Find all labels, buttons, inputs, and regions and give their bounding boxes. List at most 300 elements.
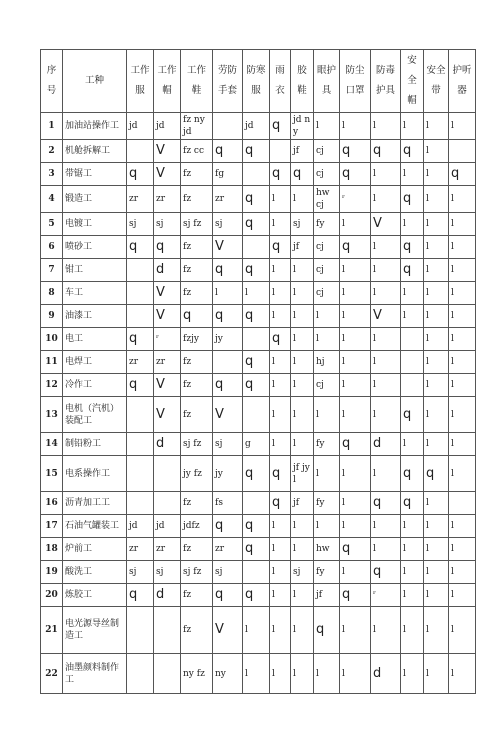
ppe-cell: V <box>371 305 401 328</box>
ppe-cell <box>449 492 476 515</box>
ppe-cell: q <box>243 584 270 607</box>
ppe-cell <box>401 328 424 351</box>
table-row <box>41 538 476 561</box>
ppe-cell: l <box>371 351 401 374</box>
ppe-cell: l <box>371 397 401 433</box>
ppe-cell: q <box>340 140 371 163</box>
ppe-cell: sj <box>213 433 243 456</box>
table-row <box>41 351 476 374</box>
ppe-cell: l <box>449 351 476 374</box>
ppe-cell: l <box>340 654 371 694</box>
ppe-cell: q <box>401 456 424 492</box>
ppe-cell: l <box>449 397 476 433</box>
ppe-cell: jy <box>213 456 243 492</box>
ppe-cell: q <box>270 113 291 140</box>
ppe-cell: l <box>401 282 424 305</box>
column-header: 护听器 <box>449 50 476 113</box>
ppe-table-container <box>40 49 476 694</box>
ppe-cell: q <box>424 456 449 492</box>
ppe-cell: l <box>401 561 424 584</box>
job-name: 电机（汽机）装配工 <box>63 397 127 433</box>
ppe-cell: fy <box>314 561 340 584</box>
ppe-cell: l <box>449 654 476 694</box>
ppe-cell <box>127 607 154 654</box>
table-row <box>41 328 476 351</box>
ppe-cell: l <box>291 433 314 456</box>
ppe-cell: sj fz <box>181 561 213 584</box>
ppe-cell: V <box>154 397 181 433</box>
ppe-cell <box>154 654 181 694</box>
row-number: 2 <box>41 140 63 163</box>
ppe-cell: l <box>213 282 243 305</box>
ppe-cell: l <box>401 515 424 538</box>
ppe-cell: l <box>371 259 401 282</box>
ppe-cell: q <box>270 328 291 351</box>
ppe-cell: q <box>127 374 154 397</box>
table-row <box>41 607 476 654</box>
ppe-cell <box>449 140 476 163</box>
ppe-cell: l <box>371 538 401 561</box>
table-row <box>41 515 476 538</box>
ppe-cell: zr <box>154 351 181 374</box>
ppe-cell: l <box>371 328 401 351</box>
ppe-cell: l <box>449 433 476 456</box>
ppe-cell <box>127 492 154 515</box>
ppe-cell: l <box>340 282 371 305</box>
table-body <box>41 113 476 694</box>
ppe-cell: sj fz <box>181 433 213 456</box>
ppe-cell: q <box>243 351 270 374</box>
ppe-cell: l <box>449 186 476 213</box>
ppe-cell: jd <box>154 515 181 538</box>
ppe-cell <box>127 654 154 694</box>
job-name: 油墨颜料制作工 <box>63 654 127 694</box>
ppe-cell: q <box>314 607 340 654</box>
ppe-cell: l <box>270 433 291 456</box>
ppe-cell: l <box>270 397 291 433</box>
ppe-cell: l <box>401 305 424 328</box>
row-number: 8 <box>41 282 63 305</box>
job-name: 炉前工 <box>63 538 127 561</box>
ppe-cell: sj <box>127 213 154 236</box>
job-name: 制铅粉工 <box>63 433 127 456</box>
ppe-cell: cj <box>314 374 340 397</box>
ppe-cell: l <box>449 561 476 584</box>
ppe-cell: jf <box>291 236 314 259</box>
ppe-cell: sj fz <box>181 213 213 236</box>
column-header: 胶鞋 <box>291 50 314 113</box>
ppe-cell: l <box>291 374 314 397</box>
ppe-cell: sj <box>213 213 243 236</box>
table-row <box>41 259 476 282</box>
ppe-cell: l <box>449 374 476 397</box>
ppe-cell: q <box>127 163 154 186</box>
ppe-cell: d <box>371 433 401 456</box>
ppe-cell: q <box>270 492 291 515</box>
row-number: 14 <box>41 433 63 456</box>
ppe-cell <box>127 305 154 328</box>
job-name: 机舱拆解工 <box>63 140 127 163</box>
ppe-cell: fz <box>181 584 213 607</box>
ppe-cell: q <box>154 236 181 259</box>
ppe-cell: l <box>291 328 314 351</box>
ppe-cell <box>154 607 181 654</box>
ppe-cell: zr <box>127 538 154 561</box>
ppe-cell: l <box>270 305 291 328</box>
ppe-cell <box>213 113 243 140</box>
ppe-cell: zr <box>127 186 154 213</box>
ppe-cell: l <box>424 213 449 236</box>
ppe-cell <box>154 492 181 515</box>
ppe-cell: q <box>340 433 371 456</box>
ppe-cell: fz <box>181 492 213 515</box>
ppe-cell: q <box>401 186 424 213</box>
ppe-cell: cj <box>314 140 340 163</box>
ppe-cell: fz ny jd <box>181 113 213 140</box>
ppe-cell: l <box>449 515 476 538</box>
ppe-cell: V <box>213 607 243 654</box>
ppe-cell <box>270 140 291 163</box>
ppe-cell: l <box>449 607 476 654</box>
ppe-cell: l <box>401 654 424 694</box>
ppe-cell: l <box>424 163 449 186</box>
ppe-cell: l <box>291 538 314 561</box>
ppe-cell: zr <box>213 186 243 213</box>
ppe-cell: l <box>270 538 291 561</box>
column-header: 安全帽 <box>401 50 424 113</box>
ppe-cell: l <box>449 259 476 282</box>
ppe-cell: fy <box>314 213 340 236</box>
ppe-cell: q <box>243 305 270 328</box>
ppe-cell <box>127 282 154 305</box>
ppe-cell: l <box>424 236 449 259</box>
ppe-cell: l <box>314 654 340 694</box>
ppe-cell: sj <box>291 213 314 236</box>
ppe-cell: l <box>340 305 371 328</box>
ppe-cell: l <box>371 515 401 538</box>
ppe-cell: l <box>424 282 449 305</box>
row-number: 5 <box>41 213 63 236</box>
ppe-cell: l <box>401 433 424 456</box>
ppe-cell: sj <box>127 561 154 584</box>
ppe-cell: q <box>401 236 424 259</box>
row-number: 16 <box>41 492 63 515</box>
ppe-cell: fz <box>181 351 213 374</box>
ppe-cell: l <box>449 282 476 305</box>
ppe-cell: fz <box>181 186 213 213</box>
ppe-cell: l <box>340 259 371 282</box>
ppe-cell: cj <box>314 282 340 305</box>
ppe-cell: jd <box>127 113 154 140</box>
ppe-cell: q <box>213 515 243 538</box>
row-number: 11 <box>41 351 63 374</box>
ppe-cell: jf <box>291 492 314 515</box>
table-row <box>41 305 476 328</box>
ppe-cell: l <box>340 492 371 515</box>
column-header: 工作帽 <box>154 50 181 113</box>
ppe-cell: V <box>154 163 181 186</box>
ppe-cell: l <box>449 328 476 351</box>
ppe-cell: q <box>243 259 270 282</box>
ppe-cell: q <box>371 140 401 163</box>
job-name: 电光源导丝制造工 <box>63 607 127 654</box>
table-row <box>41 163 476 186</box>
ppe-cell <box>154 456 181 492</box>
ppe-cell <box>243 492 270 515</box>
ppe-cell: l <box>449 584 476 607</box>
ppe-cell: V <box>213 236 243 259</box>
row-number: 3 <box>41 163 63 186</box>
ppe-cell: d <box>154 433 181 456</box>
ppe-cell: q <box>213 305 243 328</box>
ppe-cell: zr <box>213 538 243 561</box>
ppe-cell: d <box>154 584 181 607</box>
column-header: 工作服 <box>127 50 154 113</box>
ppe-cell: l <box>401 113 424 140</box>
ppe-cell: l <box>424 584 449 607</box>
ppe-cell: zr <box>127 351 154 374</box>
row-number: 21 <box>41 607 63 654</box>
ppe-cell: sj <box>213 561 243 584</box>
ppe-cell: l <box>424 515 449 538</box>
ppe-cell: jd <box>154 113 181 140</box>
ppe-cell: fz <box>181 259 213 282</box>
ppe-cell: l <box>340 113 371 140</box>
ppe-cell: fz <box>181 397 213 433</box>
ppe-cell: q <box>127 328 154 351</box>
ppe-cell <box>127 259 154 282</box>
ppe-cell: l <box>401 607 424 654</box>
ppe-cell: jy fz <box>181 456 213 492</box>
ppe-cell: l <box>371 163 401 186</box>
ppe-cell: l <box>449 456 476 492</box>
ppe-cell: V <box>371 213 401 236</box>
ppe-cell: l <box>371 236 401 259</box>
ppe-cell: ny fz <box>181 654 213 694</box>
ppe-cell: l <box>449 538 476 561</box>
ppe-cell: l <box>270 515 291 538</box>
ppe-cell: l <box>243 607 270 654</box>
ppe-cell <box>127 140 154 163</box>
ppe-cell: fz cc <box>181 140 213 163</box>
ppe-cell: l <box>424 328 449 351</box>
ppe-cell: l <box>401 538 424 561</box>
ppe-cell <box>401 374 424 397</box>
ppe-cell: fz <box>181 538 213 561</box>
ppe-cell: q <box>291 163 314 186</box>
ppe-cell: l <box>314 113 340 140</box>
ppe-cell: q <box>449 163 476 186</box>
table-row <box>41 213 476 236</box>
job-name: 加油站操作工 <box>63 113 127 140</box>
ppe-cell: l <box>270 186 291 213</box>
job-name: 钳工 <box>63 259 127 282</box>
ppe-cell: q <box>243 213 270 236</box>
ppe-cell: l <box>424 397 449 433</box>
table-row <box>41 561 476 584</box>
ppe-cell <box>127 397 154 433</box>
ppe-cell: l <box>291 607 314 654</box>
column-header: 序号 <box>41 50 63 113</box>
ppe-cell: sj <box>154 213 181 236</box>
ppe-cell: l <box>371 607 401 654</box>
ppe-cell: l <box>340 328 371 351</box>
ppe-cell: q <box>340 584 371 607</box>
ppe-cell: cj <box>314 259 340 282</box>
ppe-cell: fz <box>181 282 213 305</box>
table-header-row <box>41 50 476 113</box>
ppe-cell: l <box>314 397 340 433</box>
row-number: 17 <box>41 515 63 538</box>
ppe-cell: jy <box>213 328 243 351</box>
column-header: 防尘口罩 <box>340 50 371 113</box>
ppe-cell: q <box>340 538 371 561</box>
ppe-cell: jf jy l <box>291 456 314 492</box>
ppe-cell: l <box>291 654 314 694</box>
ppe-cell: l <box>291 351 314 374</box>
column-header: 工种 <box>63 50 127 113</box>
ppe-cell: l <box>340 374 371 397</box>
ppe-cell: q <box>371 492 401 515</box>
table-row <box>41 433 476 456</box>
job-name: 锻造工 <box>63 186 127 213</box>
ppe-cell: jd <box>127 515 154 538</box>
column-header: 眼护具 <box>314 50 340 113</box>
ppe-cell: q <box>401 492 424 515</box>
table-row <box>41 282 476 305</box>
ppe-cell: zr <box>154 538 181 561</box>
ppe-cell: q <box>213 374 243 397</box>
ppe-cell: hj <box>314 351 340 374</box>
job-name: 电系操作工 <box>63 456 127 492</box>
ppe-cell: fz <box>181 163 213 186</box>
ppe-cell: jd <box>243 113 270 140</box>
column-header: 工作鞋 <box>181 50 213 113</box>
job-name: 车工 <box>63 282 127 305</box>
table-row <box>41 140 476 163</box>
job-name: 炼胶工 <box>63 584 127 607</box>
job-name: 喷砂工 <box>63 236 127 259</box>
row-number: 10 <box>41 328 63 351</box>
job-name: 油漆工 <box>63 305 127 328</box>
column-header: 雨衣 <box>270 50 291 113</box>
row-number: 18 <box>41 538 63 561</box>
ppe-cell: l <box>291 259 314 282</box>
column-header: 安全带 <box>424 50 449 113</box>
ppe-cell: q <box>213 140 243 163</box>
ppe-cell: ʳ <box>154 328 181 351</box>
row-number: 6 <box>41 236 63 259</box>
ppe-cell: l <box>291 282 314 305</box>
ppe-cell: V <box>213 397 243 433</box>
ppe-cell: q <box>270 236 291 259</box>
row-number: 15 <box>41 456 63 492</box>
ppe-cell: l <box>270 561 291 584</box>
ppe-cell: ny <box>213 654 243 694</box>
column-header: 防寒服 <box>243 50 270 113</box>
ppe-cell: ʳ <box>340 186 371 213</box>
ppe-cell <box>243 163 270 186</box>
ppe-cell: jd ny <box>291 113 314 140</box>
ppe-cell: fzjy <box>181 328 213 351</box>
ppe-cell: q <box>213 584 243 607</box>
ppe-cell: zr <box>154 186 181 213</box>
ppe-cell: l <box>291 186 314 213</box>
ppe-cell: q <box>243 140 270 163</box>
ppe-cell: l <box>340 515 371 538</box>
ppe-cell: l <box>340 213 371 236</box>
ppe-cell: l <box>371 113 401 140</box>
ppe-cell: l <box>314 328 340 351</box>
ppe-cell: l <box>424 351 449 374</box>
ppe-cell: l <box>449 213 476 236</box>
ppe-cell: l <box>270 259 291 282</box>
ppe-cell: l <box>424 113 449 140</box>
ppe-cell: d <box>154 259 181 282</box>
row-number: 7 <box>41 259 63 282</box>
ppe-cell: l <box>424 654 449 694</box>
ppe-cell: l <box>270 654 291 694</box>
ppe-cell: fy <box>314 492 340 515</box>
ppe-cell: l <box>371 282 401 305</box>
ppe-cell: fz <box>181 607 213 654</box>
ppe-cell: l <box>424 538 449 561</box>
ppe-cell: V <box>154 140 181 163</box>
ppe-cell: l <box>270 282 291 305</box>
job-name: 电焊工 <box>63 351 127 374</box>
ppe-cell: l <box>371 456 401 492</box>
ppe-cell: l <box>270 584 291 607</box>
job-name: 沥青加工工 <box>63 492 127 515</box>
ppe-cell: l <box>340 351 371 374</box>
ppe-cell: V <box>154 374 181 397</box>
ppe-cell: l <box>291 305 314 328</box>
ppe-cell: ʳ <box>371 584 401 607</box>
ppe-cell: q <box>270 456 291 492</box>
ppe-cell <box>127 456 154 492</box>
ppe-cell: hw <box>314 538 340 561</box>
table-row <box>41 654 476 694</box>
ppe-cell: q <box>243 515 270 538</box>
table-row <box>41 113 476 140</box>
ppe-cell <box>243 561 270 584</box>
ppe-cell: l <box>371 186 401 213</box>
ppe-cell: l <box>424 433 449 456</box>
ppe-cell: l <box>424 492 449 515</box>
ppe-cell: q <box>181 305 213 328</box>
ppe-cell: q <box>243 538 270 561</box>
row-number: 22 <box>41 654 63 694</box>
ppe-cell: sj <box>291 561 314 584</box>
ppe-cell: l <box>424 259 449 282</box>
job-name: 冷作工 <box>63 374 127 397</box>
table-row <box>41 236 476 259</box>
ppe-cell: l <box>314 305 340 328</box>
row-number: 20 <box>41 584 63 607</box>
ppe-cell: fz <box>181 374 213 397</box>
ppe-cell: l <box>424 305 449 328</box>
ppe-cell: jf <box>314 584 340 607</box>
ppe-cell: l <box>401 163 424 186</box>
ppe-cell: fy <box>314 433 340 456</box>
row-number: 13 <box>41 397 63 433</box>
job-name: 带锯工 <box>63 163 127 186</box>
ppe-cell: q <box>401 259 424 282</box>
ppe-cell: l <box>401 584 424 607</box>
ppe-cell: l <box>270 607 291 654</box>
ppe-cell: q <box>371 561 401 584</box>
row-number: 12 <box>41 374 63 397</box>
